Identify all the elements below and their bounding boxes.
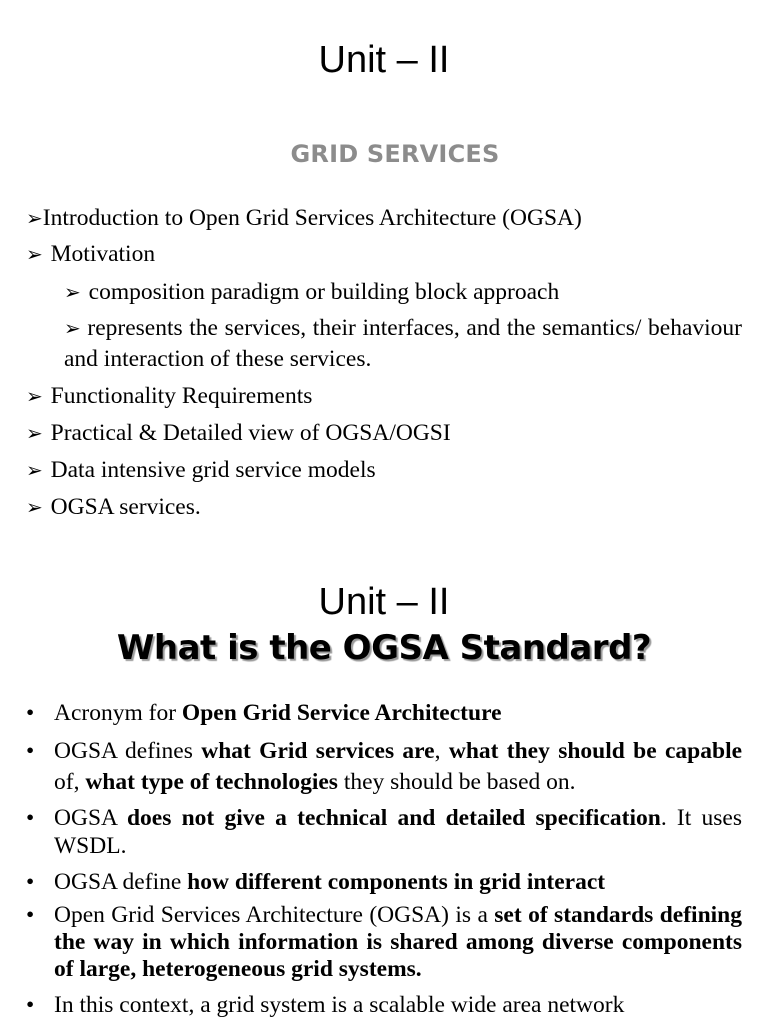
bullet-dot-icon: • bbox=[26, 992, 35, 1018]
slide1-item-ogsa-intro: ➢Introduction to Open Grid Services Architecture (OGSA) bbox=[26, 205, 582, 231]
slide1-item-ogsa-services: ➢ OGSA services. bbox=[26, 494, 201, 520]
slide1-title: Unit – II bbox=[318, 39, 450, 81]
slide2-heading: What is the OGSA Standard? bbox=[116, 628, 652, 668]
bullet-dot-icon: • bbox=[26, 869, 35, 895]
arrow-bullet-icon: ➢ bbox=[26, 384, 43, 408]
arrow-bullet-icon: ➢ bbox=[64, 316, 81, 340]
slide1-item-practical-view: ➢ Practical & Detailed view of OGSA/OGSI bbox=[26, 420, 451, 446]
slide1-subitem-represents: ➢ represents the services, their interfaces, and the semantics/ behaviour and interaction of these services. bbox=[64, 315, 742, 372]
slide2-bullet-interact: • OGSA define how different components in grid interact bbox=[26, 869, 606, 895]
slide2-bullet-defines: • OGSA defines what Grid services are, what they should be capable of, what type of technologies they should be based on. bbox=[26, 738, 743, 795]
slide1-subtitle: GRID SERVICES bbox=[290, 140, 500, 168]
slide2-bullet-acronym: • Acronym for Open Grid Service Architecture bbox=[26, 700, 502, 726]
arrow-bullet-icon: ➢ bbox=[26, 206, 43, 230]
bullet-dot-icon: • bbox=[26, 805, 35, 831]
slide1-item-data-intensive: ➢ Data intensive grid service models bbox=[26, 457, 376, 483]
arrow-bullet-icon: ➢ bbox=[26, 495, 43, 519]
arrow-bullet-icon: ➢ bbox=[64, 280, 81, 304]
slide1-subitem-composition: ➢ composition paradigm or building block approach bbox=[64, 279, 560, 305]
slide2-title: Unit – II bbox=[318, 581, 450, 623]
slide2-bullet-no-spec: • OGSA does not give a technical and detailed specification. It uses WSDL. bbox=[26, 805, 743, 859]
arrow-bullet-icon: ➢ bbox=[26, 421, 43, 445]
bullet-dot-icon: • bbox=[26, 738, 35, 764]
slide1-item-motivation: ➢ Motivation bbox=[26, 241, 156, 267]
slide1-item-functionality: ➢ Functionality Requirements bbox=[26, 383, 313, 409]
slide2-bullet-context: • In this context, a grid system is a scalable wide area network bbox=[26, 992, 625, 1018]
arrow-bullet-icon: ➢ bbox=[26, 458, 43, 482]
slide2-bullet-standards: • Open Grid Services Architecture (OGSA) is a set of standards defining the way in which information is shared among diverse components of large, heterogeneous grid systems. bbox=[26, 902, 742, 982]
arrow-bullet-icon: ➢ bbox=[26, 242, 43, 266]
bullet-dot-icon: • bbox=[26, 700, 35, 726]
bullet-dot-icon: • bbox=[26, 902, 35, 928]
